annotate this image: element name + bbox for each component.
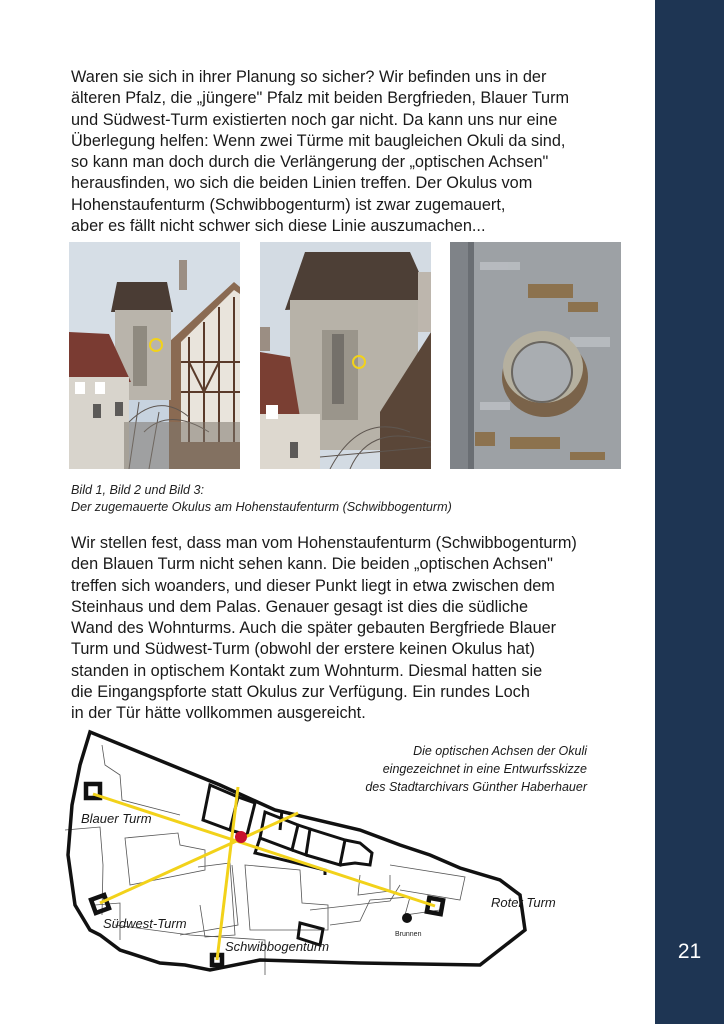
intro-paragraph xyxy=(71,67,631,237)
label-roter-turm: Roter Turm xyxy=(491,895,556,910)
caption-line: Bild 1, Bild 2 und Bild 3: xyxy=(71,483,205,497)
map-title-line: Die optischen Achsen der Okuli xyxy=(413,744,587,758)
photo-bild-3 xyxy=(450,242,621,469)
text-line: treffen sich woanders, und dieser Punkt liegt in etwa zwischen dem xyxy=(71,576,555,595)
label-suedwest-turm: Südwest-Turm xyxy=(103,916,187,931)
analysis-paragraph xyxy=(71,533,631,725)
photo-caption xyxy=(71,482,631,515)
text-line: aber es fällt nicht schwer sich diese Linie auszumachen... xyxy=(71,217,486,236)
text-line: älteren Pfalz, die „jüngere" Pfalz mit beiden Bergfrieden, Blauer Turm xyxy=(71,89,570,108)
text-line: herausfinden, wo sich die beiden Linien treffen. Der Okulus vom xyxy=(71,174,533,193)
text-line: den Blauen Turm nicht sehen kann. Die beiden „optischen Achsen" xyxy=(71,555,553,574)
photo-bild-2 xyxy=(260,242,431,469)
text-line: Waren sie sich in ihrer Planung so sicher? Wir befinden uns in der xyxy=(71,68,547,86)
brunnen-marker xyxy=(402,913,412,923)
axis-suedwest xyxy=(100,813,298,903)
map-title-line: eingezeichnet in eine Entwurfsskizze xyxy=(382,762,587,776)
intersection-point xyxy=(235,831,247,843)
text-line: Überlegung helfen: Wenn zwei Türme mit baugleichen Okuli da sind, xyxy=(71,131,566,150)
text-line: Steinhaus und dem Palas. Genauer gesagt ist dies die südliche xyxy=(71,597,529,616)
text-line: Wand des Wohnturms. Auch die später gebauten Bergfriede Blauer xyxy=(71,619,557,638)
label-schwibbogenturm: Schwibbogenturm xyxy=(225,939,330,954)
page-sidebar xyxy=(655,0,724,1024)
text-line: in der Tür hätte vollkommen ausgereicht. xyxy=(71,704,366,723)
text-line: standen in optischem Kontakt zum Wohnturm. Diesmal hatten sie xyxy=(71,661,543,680)
map-title-line: des Stadtarchivars Günther Haberhauer xyxy=(365,780,587,794)
site-plan-map xyxy=(60,725,620,975)
label-brunnen: Brunnen xyxy=(395,931,422,938)
text-line: Wir stellen fest, dass man vom Hohenstaufenturm (Schwibbogenturm) xyxy=(71,534,577,552)
label-blauer-turm: Blauer Turm xyxy=(81,811,152,826)
text-line: die Eingangspforte statt Okulus zur Verfügung. Ein rundes Loch xyxy=(71,683,530,702)
page-number: 21 xyxy=(677,940,702,963)
photo-bild-1 xyxy=(69,242,240,469)
text-line: Turm und Südwest-Turm (obwohl der erstere keinen Okulus hat) xyxy=(71,640,535,659)
text-line: und Südwest-Turm existierten noch gar nicht. Da kann uns nur eine xyxy=(71,110,558,129)
caption-line: Der zugemauerte Okulus am Hohenstaufenturm (Schwibbogenturm) xyxy=(71,499,452,514)
text-line: so kann man doch durch die Verlängerung der „optischen Achsen" xyxy=(71,153,549,172)
text-line: Hohenstaufenturm (Schwibbogenturm) ist zwar zugemauert, xyxy=(71,195,506,214)
